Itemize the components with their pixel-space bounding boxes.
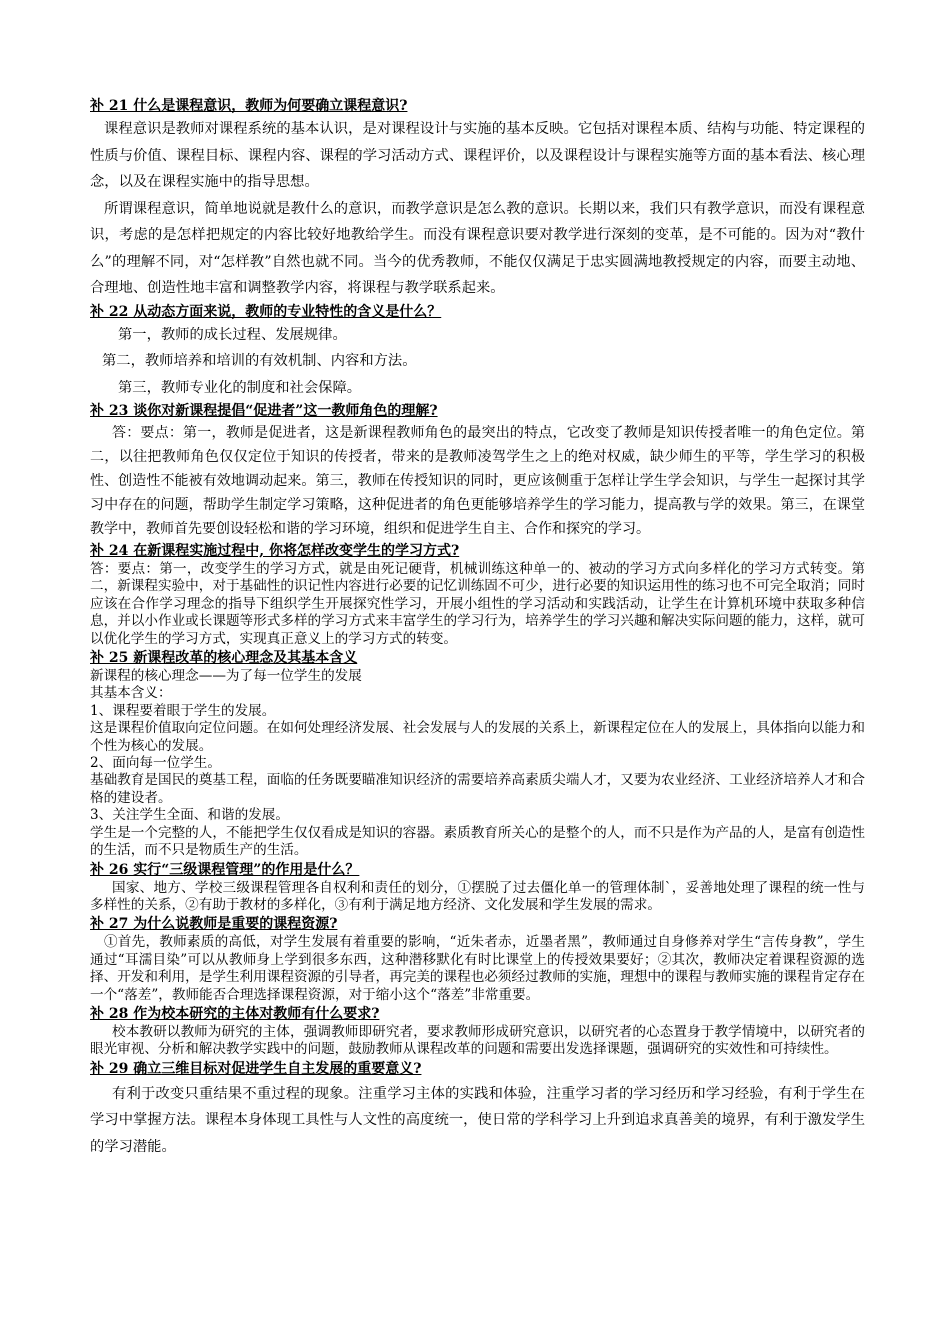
section-27 (90, 914, 865, 1004)
paragraph: 第三，教师专业化的制度和社会保障。 (118, 379, 362, 396)
section-heading: 补 27 为什么说教师是重要的课程资源? (90, 916, 338, 933)
paragraph: 答：要点：第一，教师是促进者，这是新课程教师角色的最突出的特点，它改变了教师是知识传授者唯一的角色定位。第二，以往把教师角色仅仅定位于知识的传授者，带来的是教师凌驾学生之上的绝对权威，缺少师生的平等，学生学习的积极性、创造性不能被有效地调动起来。第三，教师在传授知识的同时，更应该侧重于怎样让学生学会知识，与学生一起探讨其学习中存在的问题，帮助学生制定学习策略，这种促进者的角色更能够培养学生的学习能力，提高教与学的效果。第三，在课堂教学中，教师首先要创设轻松和谐的学习环境，组织和促进学生自主、合作和探究的学习。 (90, 425, 865, 537)
section-heading: 补 28 作为校本研究的主体对教师有什么要求? (90, 1005, 380, 1022)
paragraph: 校本教研以教师为研究的主体，强调教师即研究者，要求教师形成研究意识，以研究者的心态置身于教学情境中，以研究者的眼光审视、分析和解决教学实践中的问题，鼓励教师从课程改革的问题和需要出发选择课题，强调研究的实效性和可持续性。 (90, 1023, 865, 1058)
section-24 (90, 541, 865, 648)
paragraph: 答：要点：第一，改变学生的学习方式，就是由死记硬背，机械训练这种单一的、被动的学习方式向多样化的学习方式转变。第二，新课程实验中，对于基础性的识记性内容进行必要的记忆训练固不可少，进行必要的知识运用性的练习也不可完全取消；同时应该在合作学习理念的指导下组织学生开展探究性学习，开展小组性的学习活动和实践活动，让学生在计算机环境中获取多种信息，并以小作业或长课题等形式多样的学习方式来丰富学生的学习行为，培养学生的学习兴趣和解决实际问题的能力，这样，就可以优化学生的学习方式，实现真正意义上的学习方式的转变。 (90, 561, 865, 647)
paragraph: 所谓课程意识，简单地说就是教什么的意识，而教学意识是怎么教的意识。长期以来，我们只有教学意识，而没有课程意识，考虑的是怎样把规定的内容比较好地教给学生。而没有课程意识要对教学进行深刻的变革，是不可能的。因为对“教什么”的理解不同，对“怎样教”自然也就不同。当今的优秀教师，不能仅仅满足于忠实圆满地教授规定的内容，而要主动地、合理地、创造性地丰富和调整教学内容，将课程与教学联系起来。 (90, 200, 865, 296)
section-28 (90, 1004, 865, 1059)
paragraph: 基础教育是国民的奠基工程，面临的任务既要瞄准知识经济的需要培养高素质尖端人才，又要为农业经济、工业经济培养人才和合格的建设者。 (90, 772, 865, 806)
document-page (90, 96, 865, 1160)
paragraph: 第一，教师的成长过程、发展规律。 (118, 326, 347, 343)
section-21 (90, 96, 865, 302)
section-heading: 补 26 实行“三级课程管理”的作用是什么？ (90, 861, 360, 878)
paragraph: 1、课程要着眼于学生的发展。 (90, 702, 276, 719)
section-heading: 补 21 什么是课程意识，教师为何要确立课程意识? (90, 98, 408, 114)
paragraph: 学生是一个完整的人，不能把学生仅仅看成是知识的容器。素质教育所关心的是整个的人，而不只是作为产品的人，是富有创造性的生活，而不只是物质生产的生活。 (90, 824, 865, 859)
paragraph: 3、关注学生全面、和谐的发展。 (90, 807, 289, 824)
section-22 (90, 302, 865, 402)
section-heading: 补 29 确立三维目标对促进学生自主发展的重要意义? (90, 1060, 422, 1077)
paragraph: 其基本含义： (90, 685, 172, 702)
paragraph: 新课程的核心理念——为了每一位学生的发展 (90, 668, 362, 685)
section-heading: 补 22 从动态方面来说，教师的专业特性的含义是什么？ (90, 303, 442, 320)
section-23 (90, 401, 865, 541)
section-25 (90, 648, 865, 859)
section-26 (90, 860, 865, 915)
section-29 (90, 1059, 865, 1161)
paragraph: 有利于改变只重结果不重过程的现象。注重学习主体的实践和体验，注重学习者的学习经历和学习经验，有利于学生在学习中掌握方法。课程本身体现工具性与人文性的高度统一，使日常的学科学习上升到追求真善美的境界，有利于激发学生的学习潜能。 (90, 1085, 865, 1155)
paragraph: 第二，教师培养和培训的有效机制、内容和方法。 (102, 353, 417, 369)
paragraph: 课程意识是教师对课程系统的基本认识，是对课程设计与实施的基本反映。它包括对课程本质、结构与功能、特定课程的性质与价值、课程目标、课程内容、课程的学习活动方式、课程评价，以及课程设计与课程实施等方面的基本看法、核心理念，以及在课程实施中的指导思想。 (90, 121, 865, 190)
paragraph: 2、面向每一位学生。 (90, 755, 221, 772)
section-heading: 补 24 在新课程实施过程中, 你将怎样改变学生的学习方式? (90, 543, 460, 559)
section-heading: 补 25 新课程改革的核心理念及其基本含义 (90, 650, 358, 667)
paragraph: 这是课程价值取向定位问题。在如何处理经济发展、社会发展与人的发展的关系上，新课程定位在人的发展上，具体指向以能力和个性为核心的发展。 (90, 720, 865, 754)
paragraph: ①首先，教师素质的高低，对学生发展有着重要的影响，“近朱者赤，近墨者黑”，教师通过自身修养对学生“言传身教”，学生通过“耳濡目染”可以从教师身上学到很多东西，这种潜移默化有时比课堂上的传授效果要好；②其次，教师决定着课程资源的选择、开发和利用，是学生利用课程资源的引导者，再完美的课程也必须经过教师的实施，理想中的课程与教师实施的课程肯定存在一个“落差”，教师能否合理选择课程资源，对于缩小这个“落差”非常重要。 (90, 934, 865, 1003)
section-heading: 补 23 谈你对新课程提倡“促进者”这一教师角色的理解? (90, 403, 438, 419)
paragraph: 国家、地方、学校三级课程管理各自权利和责任的划分，①摆脱了过去僵化单一的管理体制`，妥善地处理了课程的统一性与多样性的关系，②有助于教材的多样化，③有利于满足地方经济、文化发展和学生发展的需求。 (90, 879, 865, 913)
